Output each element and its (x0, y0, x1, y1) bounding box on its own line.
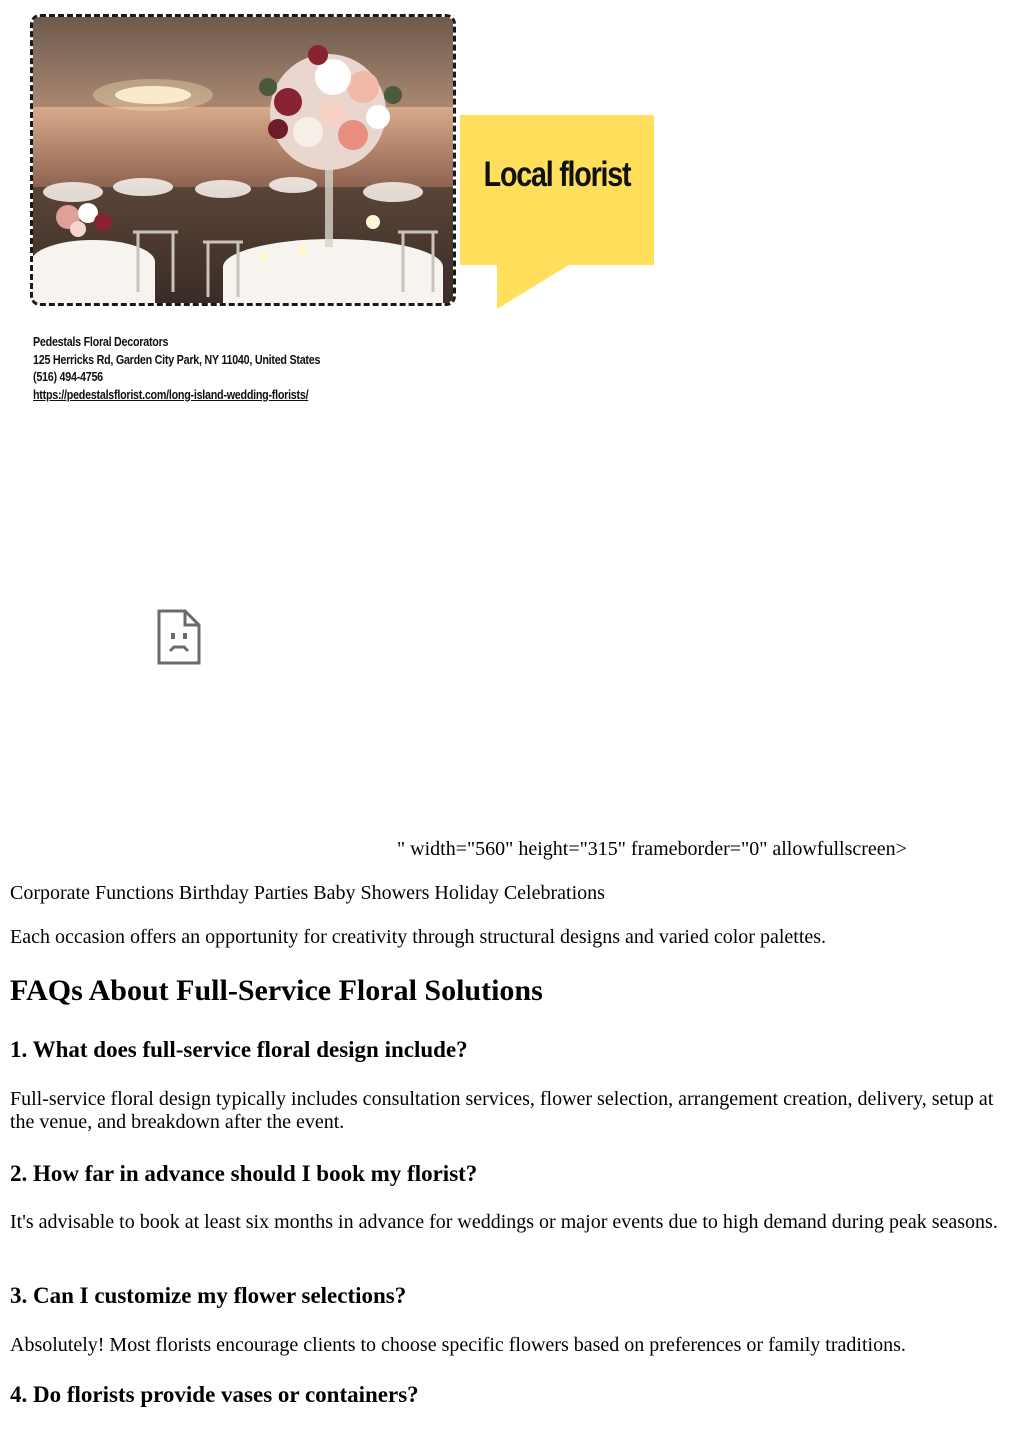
faq-heading: FAQs About Full-Service Floral Solutions (10, 974, 543, 1007)
embed-leftover-markup: " width="560" height="315" frameborder="0" allowfullscreen> (397, 838, 907, 860)
business-address: 125 Herricks Rd, Garden City Park, NY 11040, United States (33, 352, 321, 367)
venue-photo (30, 14, 456, 306)
business-link[interactable]: https://pedestalsflorist.com/long-island-wedding-florists/ (33, 387, 309, 402)
occasions-list: Corporate Functions Birthday Parties Baby Showers Holiday Celebrations (10, 882, 605, 904)
faq-question-2: 2. How far in advance should I book my florist? (10, 1161, 478, 1186)
business-phone: (516) 494-4756 (33, 370, 103, 384)
hero-banner (30, 14, 460, 308)
broken-document-icon (157, 609, 201, 665)
faq-question-3: 3. Can I customize my flower selections? (10, 1283, 407, 1308)
faq-answer-2: It's advisable to book at least six months in advance for weddings or major events due to high demand during peak seasons. (10, 1211, 998, 1233)
callout-text: Local florist (483, 155, 631, 194)
faq-question-1: 1. What does full-service floral design include? (10, 1037, 468, 1062)
faq-question-4: 4. Do florists provide vases or containers? (10, 1382, 419, 1407)
business-info (33, 334, 320, 404)
occasions-note: Each occasion offers an opportunity for creativity through structural designs and varied color palettes. (10, 926, 827, 948)
business-name: Pedestals Floral Decorators (33, 335, 169, 349)
faq-answer-3: Absolutely! Most florists encourage clients to choose specific flowers based on preferences or family traditions. (10, 1334, 906, 1356)
callout-bubble-tail (497, 263, 572, 309)
faq-answer-1: Full-service floral design typically includes consultation services, flower selection, arrangement creation, delivery, setup at the venue, and breakdown after the event. (10, 1088, 994, 1133)
